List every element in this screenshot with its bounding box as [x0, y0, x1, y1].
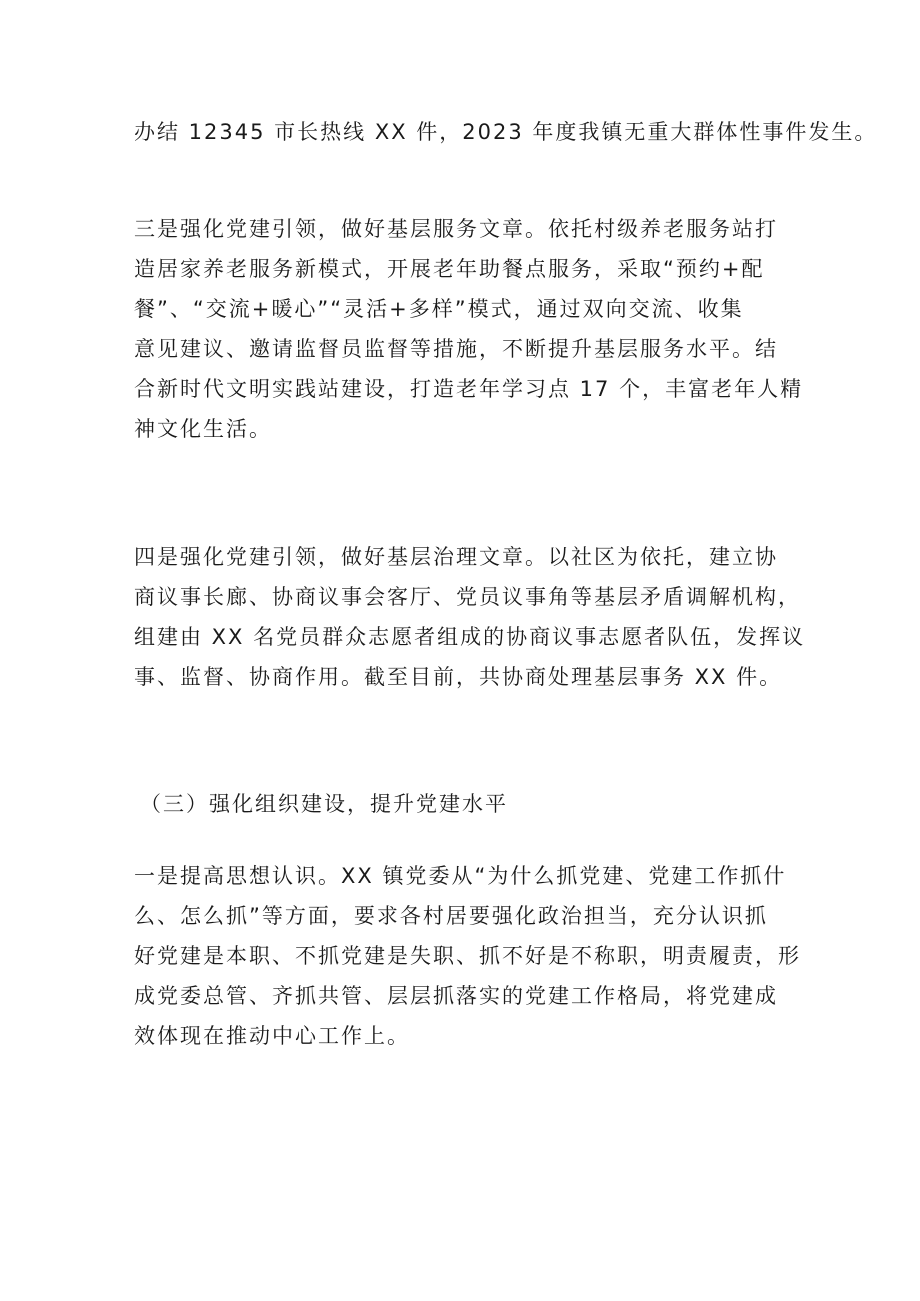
text-line: 组建由 XX 名党员群众志愿者组成的协商议事志愿者队伍，发挥议 — [134, 625, 806, 649]
paragraph-hotline-summary — [134, 112, 878, 152]
paragraph-service-article — [134, 209, 804, 449]
text-line: 餐”、“交流+暖心”“灵活+多样”模式，通过双向交流、收集 — [134, 297, 744, 321]
paragraph-ideology — [134, 856, 801, 1056]
paragraph-governance-article — [134, 537, 806, 697]
text-line: 神文化生活。 — [134, 417, 272, 441]
text-line: 么、怎么抓”等方面，要求各村居要强化政治担当，充分认识抓 — [134, 904, 768, 928]
text-line: 造居家养老服务新模式，开展老年助餐点服务，采取“预约+配 — [134, 257, 765, 281]
text-line: 商议事长廊、协商议事会客厅、党员议事角等基层矛盾调解机构， — [134, 585, 801, 609]
text-line: 成党委总管、齐抓共管、层层抓落实的党建工作格局，将党建成 — [134, 984, 778, 1008]
text-line: 合新时代文明实践站建设，打造老年学习点 17 个，丰富老年人精 — [134, 377, 804, 401]
heading-text: （三）强化组织建设，提升党建水平 — [140, 792, 508, 816]
text-line: 办结 12345 市长热线 XX 件，2023 年度我镇无重大群体性事件发生。 — [134, 120, 878, 144]
text-line: 意见建议、邀请监督员监督等措施，不断提升基层服务水平。结 — [134, 337, 778, 361]
text-line: 效体现在推动中心工作上。 — [134, 1024, 410, 1048]
section-heading — [140, 784, 800, 824]
text-line: 事、监督、协商作用。截至目前，共协商处理基层事务 XX 件。 — [134, 665, 783, 689]
text-line: 一是提高思想认识。XX 镇党委从“为什么抓党建、党建工作抓什 — [134, 864, 787, 888]
text-line: 好党建是本职、不抓党建是失职、抓不好是不称职，明责履责，形 — [134, 944, 801, 968]
text-line: 三是强化党建引领，做好基层服务文章。依托村级养老服务站打 — [134, 217, 778, 241]
text-line: 四是强化党建引领，做好基层治理文章。以社区为依托，建立协 — [134, 545, 778, 569]
